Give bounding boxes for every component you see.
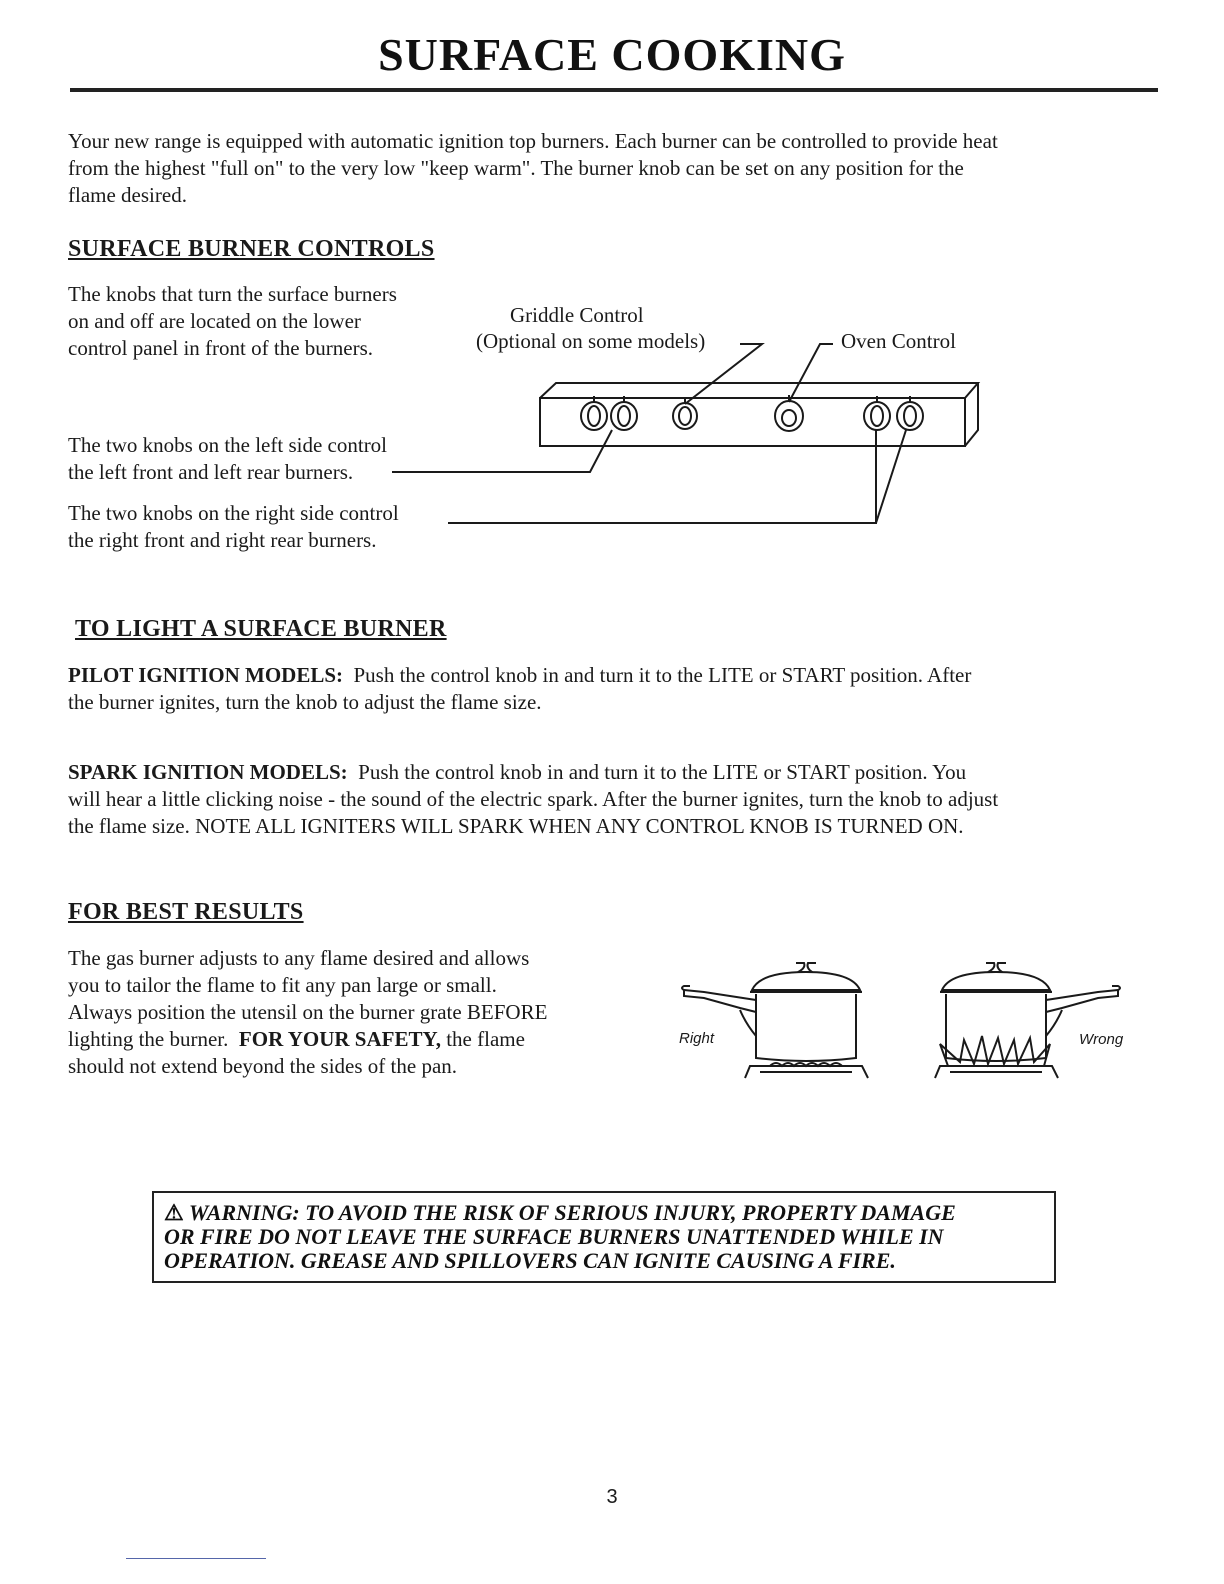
intro-line: flame desired.	[68, 183, 187, 207]
pilot-label: PILOT IGNITION MODELS:	[68, 663, 343, 687]
best-results-line: Always position the utensil on the burner grate BEFORE	[68, 1000, 548, 1024]
knob-griddle-icon	[673, 397, 697, 429]
page-number: 3	[606, 1486, 618, 1508]
control-panel-top	[540, 383, 978, 398]
spark-line: will hear a little clicking noise - the sound of the electric spark. After the burner ignites, turn the knob to adjust	[68, 787, 999, 811]
page-title: SURFACE COOKING	[378, 29, 846, 80]
spark-ignition-paragraph	[68, 759, 1158, 840]
intro-paragraph	[68, 128, 1148, 209]
best-results-line: should not extend beyond the sides of the pan.	[68, 1054, 458, 1078]
control-panel-front	[540, 398, 965, 446]
knob-right-front-icon	[897, 396, 923, 430]
spark-line: the flame size. NOTE ALL IGNITERS WILL SPARK WHEN ANY CONTROL KNOB IS TURNED ON.	[68, 814, 964, 838]
knob-right-rear-icon	[864, 396, 890, 430]
controls-heading: SURFACE BURNER CONTROLS	[68, 236, 435, 262]
pilot-ignition-paragraph	[68, 662, 1148, 716]
warning-text: WARNING: TO AVOID THE RISK OF SERIOUS INJURY, PROPERTY DAMAGE	[188, 1200, 956, 1225]
right-pan-label: Right	[679, 1030, 715, 1047]
warning-line: OR FIRE DO NOT LEAVE THE SURFACE BURNERS UNATTENDED WHILE IN	[164, 1224, 944, 1249]
wrong-pan-label: Wrong	[1079, 1031, 1124, 1048]
pilot-text: Push the control knob in and turn it to the LITE or START position. After	[353, 663, 972, 687]
best-results-text: the flame	[446, 1027, 525, 1051]
warning-line	[164, 1201, 1044, 1225]
warning-line: OPERATION. GREASE AND SPILLOVERS CAN IGNITE CAUSING A FIRE.	[164, 1248, 896, 1273]
left-knobs-caption	[68, 432, 468, 486]
right-pan-icon	[682, 963, 868, 1078]
intro-line: Your new range is equipped with automatic ignition top burners. Each burner can be controlled to provide heat	[68, 129, 998, 153]
lighting-heading: TO LIGHT A SURFACE BURNER	[75, 616, 447, 642]
spark-line	[68, 759, 1158, 786]
control-panel-side	[965, 383, 978, 446]
best-results-text: lighting the burner.	[68, 1027, 229, 1051]
safety-label: FOR YOUR SAFETY,	[238, 1027, 441, 1051]
griddle-control-label: Griddle Control	[510, 303, 644, 327]
best-results-line	[68, 1026, 628, 1053]
controls-text-line: The knobs that turn the surface burners	[68, 282, 397, 306]
knob-left-rear-icon	[581, 396, 607, 430]
pilot-line: the burner ignites, turn the knob to adjust the flame size.	[68, 690, 542, 714]
pilot-line	[68, 662, 1148, 689]
best-results-line: you to tailor the flame to fit any pan large or small.	[68, 973, 497, 997]
knob-oven-icon	[775, 395, 803, 431]
right-knobs-line: The two knobs on the right side control	[68, 501, 399, 525]
griddle-optional-label: (Optional on some models)	[476, 329, 706, 353]
wrong-pan-icon	[935, 963, 1120, 1078]
left-knobs-line: the left front and left rear burners.	[68, 460, 354, 484]
knob-left-front-icon	[611, 396, 637, 430]
best-results-paragraph	[68, 945, 628, 1080]
left-knobs-line: The two knobs on the left side control	[68, 433, 388, 457]
right-knobs-caption	[68, 500, 468, 554]
oven-leader-line	[789, 344, 833, 402]
spark-text: Push the control knob in and turn it to the LITE or START position. You	[358, 760, 967, 784]
right-knobs-leader-line	[448, 430, 906, 523]
controls-text	[68, 281, 468, 362]
warning-triangle-icon: ⚠	[164, 1200, 184, 1225]
spark-label: SPARK IGNITION MODELS:	[68, 760, 348, 784]
right-knobs-line: the right front and right rear burners.	[68, 528, 377, 552]
title-divider	[70, 88, 1158, 92]
intro-line: from the highest "full on" to the very low "keep warm". The burner knob can be set on any position for the	[68, 156, 964, 180]
best-results-heading: FOR BEST RESULTS	[68, 899, 304, 925]
warning-box	[152, 1191, 1056, 1283]
footer-rule	[126, 1558, 266, 1559]
controls-text-line: control panel in front of the burners.	[68, 336, 373, 360]
controls-text-line: on and off are located on the lower	[68, 309, 361, 333]
oven-control-label: Oven Control	[841, 329, 956, 353]
best-results-line: The gas burner adjusts to any flame desired and allows	[68, 946, 530, 970]
